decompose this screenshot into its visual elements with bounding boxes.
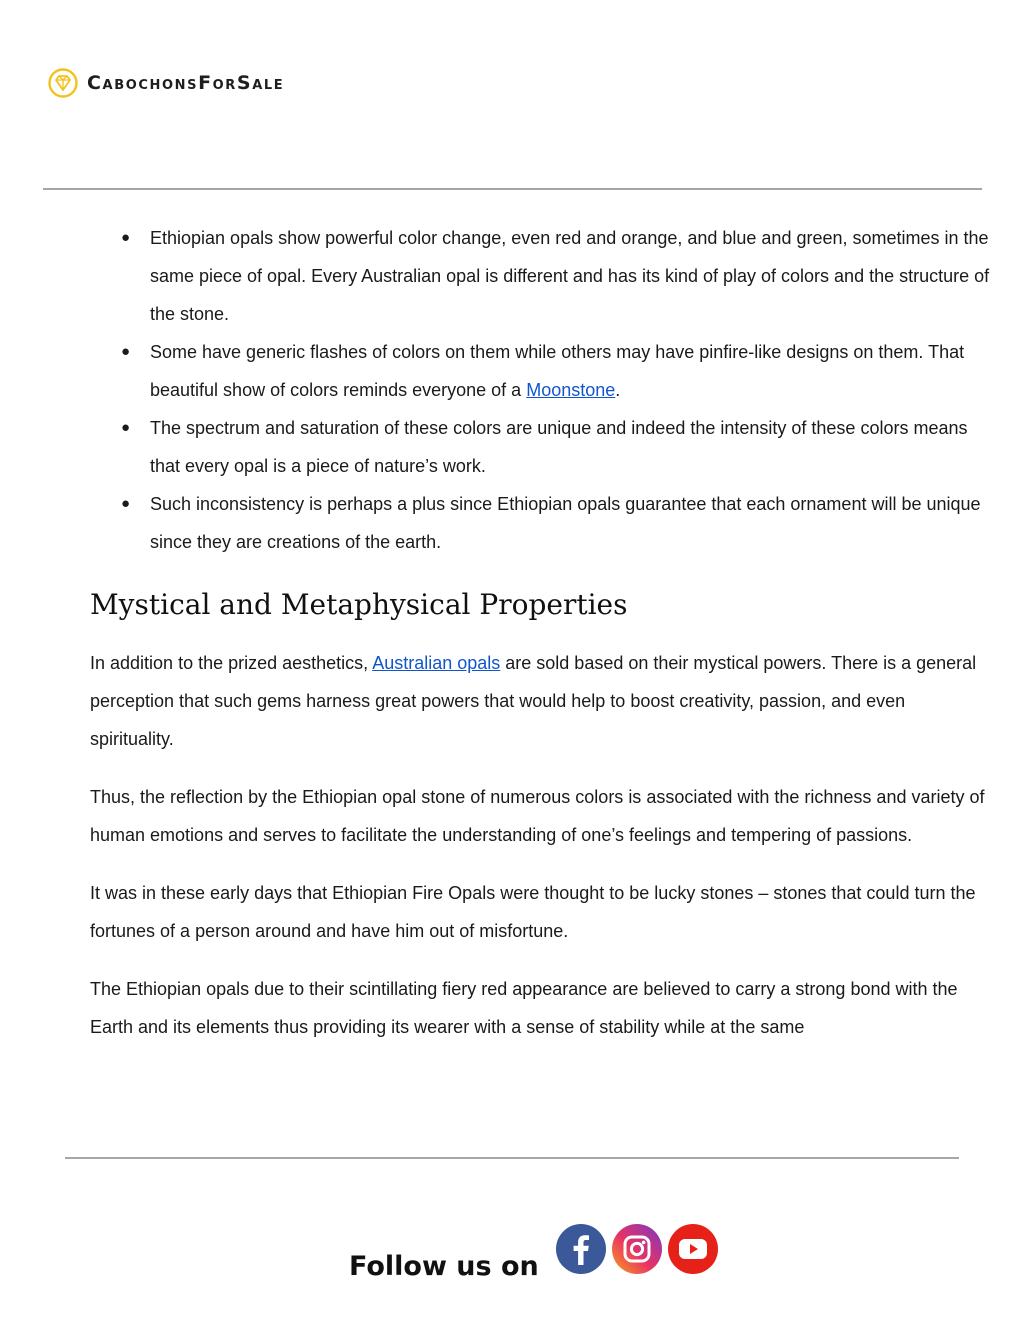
instagram-icon[interactable] [611, 1223, 663, 1275]
paragraph [90, 644, 990, 758]
list-item-text: Ethiopian opals show powerful color change, even red and orange, and blue and green, sometimes in the same piece of opal. Every Australian opal is different and has its kind of play of colors and the structure of the stone. [150, 228, 990, 324]
social-follow-bar [349, 1215, 723, 1282]
bullet-marker: ● [121, 419, 131, 436]
article-body [90, 219, 990, 1066]
section-heading: Mystical and Metaphysical Properties [90, 588, 628, 621]
list-item [90, 485, 990, 561]
brand-logo[interactable] [48, 66, 284, 100]
bullet-marker: ● [121, 229, 131, 246]
list-item [90, 409, 990, 485]
list-item-text-end: . [615, 380, 621, 400]
bullet-marker: ● [121, 495, 131, 512]
paragraph-text-end: are sold based on their mystical powers. There is a general perception that such gems harness great powers that would help to boost creativity, passion, and even spirituality. [90, 653, 977, 749]
paragraph: It was in these early days that Ethiopian Fire Opals were thought to be lucky stones – stones that could turn the fortunes of a person around and have him out of misfortune. [90, 883, 976, 941]
bullet-marker: ● [121, 343, 131, 360]
feature-list [90, 219, 990, 561]
list-item [90, 333, 990, 409]
header-divider [43, 188, 982, 190]
list-item-text: Some have generic flashes of colors on them while others may have pinfire-like designs on them. That beautiful show of colors reminds everyone of a [150, 342, 965, 400]
list-item-text: The spectrum and saturation of these colors are unique and indeed the intensity of these colors means that every opal is a piece of nature’s work. [150, 418, 968, 476]
list-item-text: Such inconsistency is perhaps a plus since Ethiopian opals guarantee that each ornament will be unique since they are creations of the earth. [150, 494, 981, 552]
paragraph-text: In addition to the prized aesthetics, [90, 653, 373, 673]
follow-label: Follow us on [349, 1251, 539, 1282]
footer-divider [65, 1157, 959, 1159]
facebook-icon[interactable] [555, 1223, 607, 1275]
brand-name: CabochonsForSale [87, 72, 285, 94]
paragraph: Thus, the reflection by the Ethiopian opal stone of numerous colors is associated with the richness and variety of human emotions and serves to facilitate the understanding of one’s feelings and tempering of passions. [90, 787, 985, 845]
paragraph: The Ethiopian opals due to their scintillating fiery red appearance are believed to carry a strong bond with the Earth and its elements thus providing its wearer with a sense of stability while at the same [90, 979, 958, 1037]
australian-opals-link[interactable]: Australian opals [372, 653, 501, 673]
moonstone-link[interactable]: Moonstone [526, 380, 616, 400]
list-item [90, 219, 990, 333]
youtube-icon[interactable] [667, 1223, 719, 1275]
diamond-logo-icon [48, 68, 78, 98]
